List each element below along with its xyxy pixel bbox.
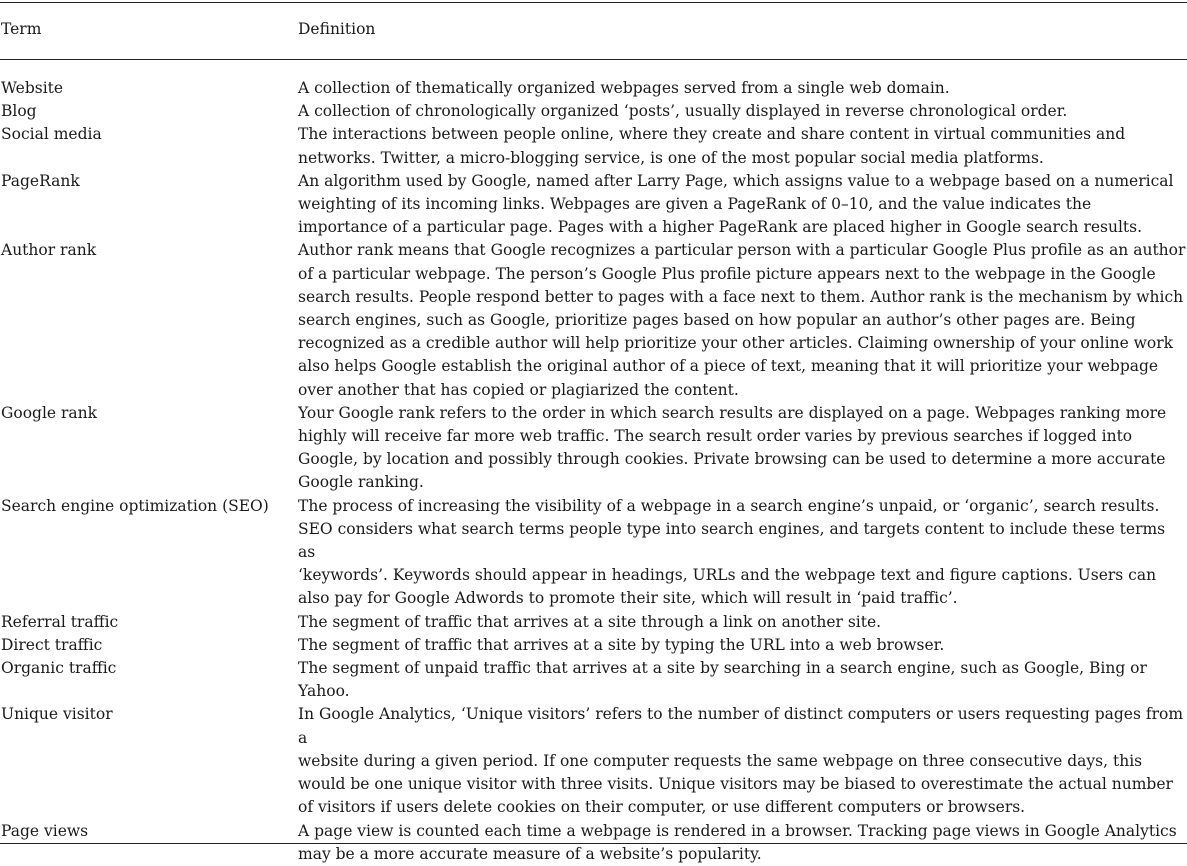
definition-line: search engines, such as Google, prioritize pages based on how popular an author’s other pages are. Being [298,311,1136,330]
table-row [0,170,1187,240]
definition-line: of a particular webpage. The person’s Google Plus profile picture appears next to the webpage in the Google [298,264,1156,283]
definition-line: also helps Google establish the original author of a piece of text, meaning that it will prioritize your webpage [298,357,1159,376]
term-cell: Search engine optimization (SEO) [1,496,269,515]
bottom-rule [0,843,1187,844]
definition-line: A collection of chronologically organized ‘posts’, usually displayed in reverse chronological order. [298,102,1068,121]
term-cell: Author rank [1,241,97,260]
definition-cell [298,495,1186,611]
table-row [0,100,1187,123]
term-cell: Direct traffic [1,635,103,654]
definition-line: SEO considers what search terms people type into search engines, and targets content to include these terms as [298,519,1166,562]
table-row [0,77,1187,100]
definition-line: Google, by location and possibly through cookies. Private browsing can be used to determine a more accurate [298,450,1166,469]
term-cell: Blog [1,102,37,121]
definition-line: A page view is counted each time a webpage is rendered in a browser. Tracking page views in Google Analytics [298,821,1177,840]
definition-cell [298,100,1186,123]
definition-cell [298,657,1186,703]
table-row [0,657,1187,703]
table-row [0,123,1187,169]
term-cell: Unique visitor [1,705,113,724]
definition-cell [298,634,1186,657]
definition-line: Yahoo. [298,682,350,701]
definition-cell [298,123,1186,169]
definition-line: Your Google rank refers to the order in which search results are displayed on a page. Webpages ranking more [298,403,1167,422]
table-row [0,634,1187,657]
top-rule [0,2,1187,3]
definition-line: The segment of traffic that arrives at a site through a link on another site. [298,612,882,631]
definition-line: weighting of its incoming links. Webpages are given a PageRank of 0–10, and the value indicates the [298,195,1092,214]
table-row [0,402,1187,495]
term-cell: Website [1,79,64,97]
definition-line: The interactions between people online, where they create and share content in virtual communities and [298,125,1126,144]
definition-cell [298,239,1186,401]
definition-line: would be one unique visitor with three visits. Unique visitors may be biased to overestimate the actual number [298,775,1173,794]
definition-cell [298,703,1186,819]
term-cell: Organic traffic [1,659,117,678]
definition-cell [298,402,1186,495]
definition-line: The segment of unpaid traffic that arrives at a site by searching in a search engine, such as Google, Bing or [298,659,1147,678]
definition-line: highly will receive far more web traffic. The search result order varies by previous searches if logged into [298,427,1133,446]
definition-cell [298,170,1186,240]
header-rule [0,59,1187,60]
definition-line: Google ranking. [298,473,424,492]
column-header-term: Term [1,20,42,38]
definition-cell [298,77,1186,100]
definition-line: of visitors if users delete cookies on their computer, or use different computers or browsers. [298,798,1026,817]
definition-line: Author rank means that Google recognizes a particular person with a particular Google Plus profile as an author [298,241,1186,260]
table-row [0,239,1187,401]
definition-line: networks. Twitter, a micro-blogging service, is one of the most popular social media platforms. [298,148,1044,167]
definition-cell [298,611,1186,634]
definition-line: The process of increasing the visibility of a webpage in a search engine’s unpaid, or ‘organic’, search results. [298,496,1160,515]
definition-line: In Google Analytics, ‘Unique visitors’ refers to the number of distinct computers or users requesting pages from a [298,705,1184,747]
table-row [0,611,1187,634]
definition-line: recognized as a credible author will help prioritize your other articles. Claiming ownership of your online work [298,334,1174,353]
table-body [0,77,1187,866]
definition-line: ‘keywords’. Keywords should appear in headings, URLs and the webpage text and figure captions. Users can [298,566,1157,585]
definition-line: also pay for Google Adwords to promote their site, which will result in ‘paid traffic’. [298,589,958,608]
definition-line: An algorithm used by Google, named after Larry Page, which assigns value to a webpage based on a numerical [298,171,1174,190]
definition-line: search results. People respond better to pages with a face next to them. Author rank is the mechanism by which [298,287,1184,306]
column-header-definition: Definition [298,20,376,38]
table-row [0,495,1187,611]
definition-line: importance of a particular page. Pages with a higher PageRank are placed higher in Google search results. [298,218,1143,237]
term-cell: Referral traffic [1,612,119,631]
term-cell: PageRank [1,171,80,190]
definition-line: website during a given period. If one computer requests the same webpage on three consecutive days, this [298,751,1143,770]
term-cell: Google rank [1,403,98,422]
term-cell: Social media [1,125,102,144]
table-row [0,703,1187,819]
definition-line: The segment of traffic that arrives at a site by typing the URL into a web browser. [298,635,945,654]
definition-line: may be a more accurate measure of a website’s popularity. [298,844,762,863]
term-cell: Page views [1,821,89,840]
definition-line: over another that has copied or plagiarized the content. [298,380,739,399]
definition-line: A collection of thematically organized webpages served from a single web domain. [298,79,950,97]
